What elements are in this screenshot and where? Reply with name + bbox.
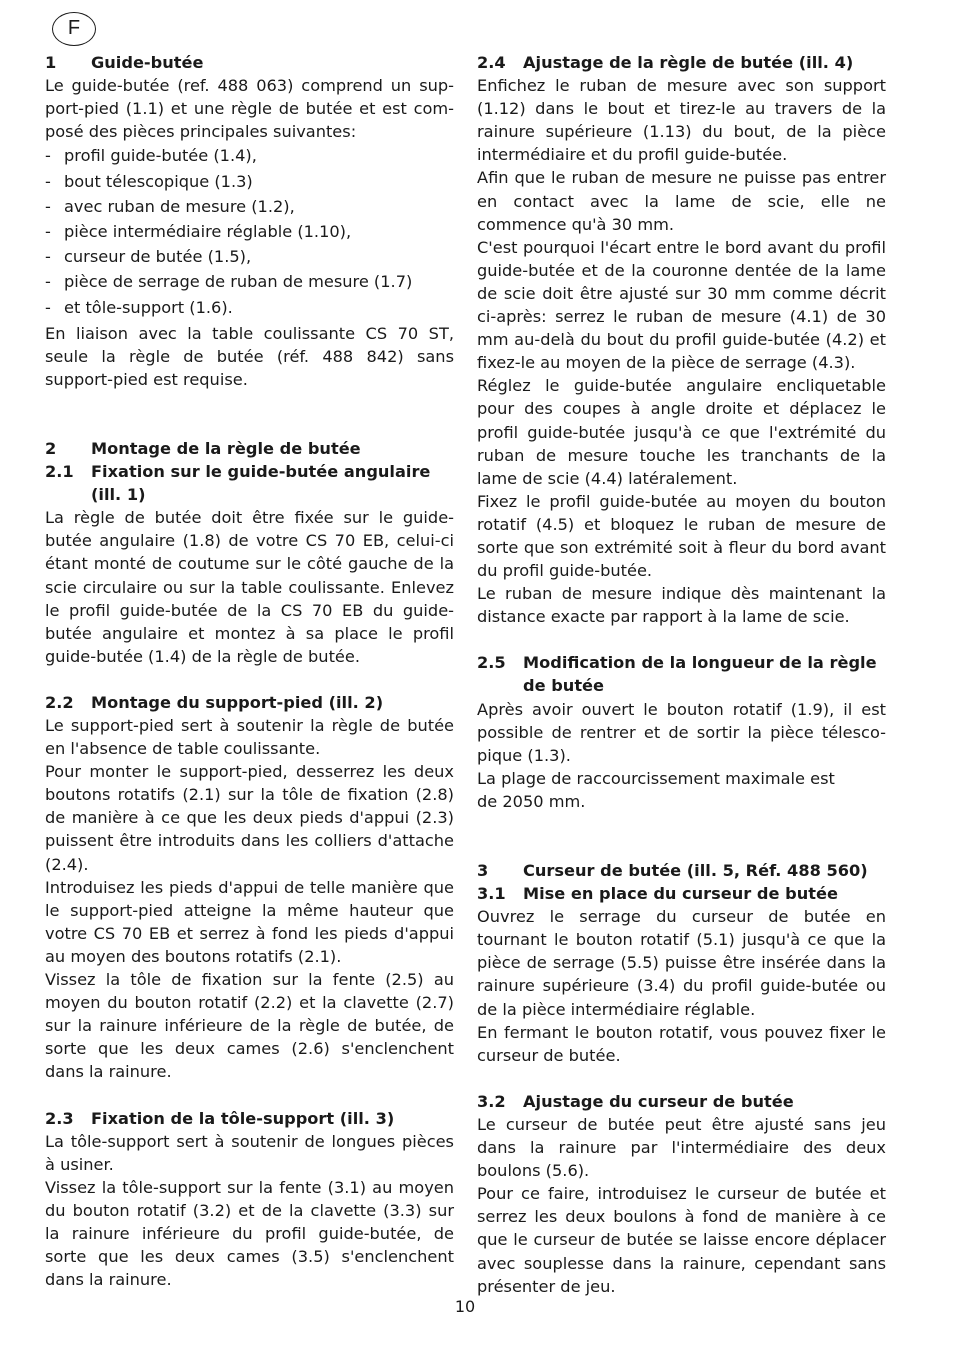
list-item: - et tôle-support (1.6).: [45, 297, 233, 317]
section-number: 1: [45, 53, 57, 72]
paragraph: Ouvrez le serrage du curseur de butée en tournant le bouton rotatif (5.1) jusqu'à ce que la pièce de serrage (5.5) puisse être insérée dans la rainure supérieure (3.4) du profil guide-butée ou de la pièce intermédiaire réglable.: [477, 907, 886, 1019]
paragraph: En liaison avec la table coulissante CS 70 ST, seule la règle de butée (réf. 488 842) sans support-pied est requise.: [45, 323, 454, 389]
paragraph: Le guide-butée (ref. 488 063) comprend un sup-port-pied (1.1) et une règle de butée et est com-posé des pièces principales suivantes:: [45, 76, 454, 142]
paragraph: Pour monter le support-pied, desserrez les deux boutons rotatifs (2.1) sur la tôle de fixation (2.8) de manière à ce que les deux pieds d'appui (2.3) puissent être introduits dans les colliers d'attache (2.4).: [45, 762, 454, 874]
section-heading-2: 2 Montage de la règle de butée: [45, 438, 361, 458]
paragraph: Vissez la tôle de fixation sur la fente (2.5) au moyen du bouton rotatif (2.2) et la clavette (2.7) sur la rainure inférieure de la règle de butée, de sorte que les deux cames (2.6) s'enclenchent dans la rainure.: [45, 970, 454, 1082]
paragraph: C'est pourquoi l'écart entre le bord avant du profil guide-butée et de la couronne dentée de la lame de scie doit être ajusté sur 30 mm comme décrit ci-après: serrez le ruban de mesure (4.1) de 30 mm au-delà du bout du profil guide-butée (4.2) et fixez-le au moyen de la pièce de serrage (4.3).: [477, 237, 886, 373]
list-item: - bout télescopique (1.3): [45, 171, 253, 191]
list-item: - pièce de serrage de ruban de mesure (1.7): [45, 272, 413, 292]
list-item: - profil guide-butée (1.4),: [45, 146, 257, 166]
page-number: 10: [454, 1297, 476, 1316]
paragraph: Vissez la tôle-support sur la fente (3.1) au moyen du bouton rotatif (3.2) et de la clavette (3.3) sur la rainure inférieure du profil guide-butée, de sorte que les deux cames (3.5) s'enclenchent dans la rainure.: [45, 1177, 454, 1290]
section-heading-1: [45, 51, 454, 74]
paragraph: de 2050 mm.: [477, 791, 586, 811]
paragraph: Le support-pied sert à soutenir la règle de butée en l'absence de table coulissante.: [45, 716, 454, 759]
section-heading-2-3: 2.3 Fixation de la tôle-support (ill. 3): [45, 1108, 395, 1128]
section-title: Guide-butée: [91, 53, 204, 72]
paragraph: Après avoir ouvert le bouton rotatif (1.9), il est possible de rentrer et de sortir la pièce télesco-pique (1.3).: [477, 699, 886, 765]
paragraph: En fermant le bouton rotatif, vous pouvez fixer le curseur de butée.: [477, 1022, 886, 1065]
list-item: - pièce intermédiaire réglable (1.10),: [45, 221, 352, 241]
paragraph: Pour ce faire, introduisez le curseur de butée et serrez les deux boulons à fond de manière à ce que le curseur de butée se laisse encore déplacer avec souplesse dans la rainure, cependant sans présenter de jeu.: [477, 1184, 886, 1296]
section-heading-3-1: 3.1 Mise en place du curseur de butée: [477, 884, 838, 904]
paragraph: La tôle-support sert à soutenir de longues pièces à usiner.: [45, 1131, 454, 1174]
paragraph: Le curseur de butée peut être ajusté sans jeu dans la rainure par l'intermédiaire des deux boulons (5.6).: [477, 1114, 886, 1181]
section-heading-2-1: 2.1 Fixation sur le guide-butée angulaire (ill. 1): [45, 462, 431, 505]
section-heading-2-5: 2.5 Modification de la longueur de la règle de butée: [477, 653, 877, 696]
right-column: [477, 51, 886, 1298]
list-item: - curseur de butée (1.5),: [45, 247, 252, 267]
paragraph: Introduisez les pieds d'appui de telle manière que le support-pied atteigne la même hauteur que votre CS 70 EB et serrez à fond les pieds d'appui au moyen des boutons rotatifs (2.1).: [45, 877, 454, 966]
section-heading-3: 3 Curseur de butée (ill. 5, Réf. 488 560): [477, 861, 868, 880]
paragraph: Enfichez le ruban de mesure avec son support (1.12) dans le bout et tirez-le au travers de la rainure supérieure (1.13) du bout, de la pièce intermédiaire et du profil guide-butée.: [477, 76, 886, 165]
language-badge: F: [52, 12, 96, 46]
list-item: - avec ruban de mesure (1.2),: [45, 196, 295, 216]
paragraph: Réglez le guide-butée angulaire encliquetable pour des coupes à angle droite et déplacez le profil guide-butée jusqu'à ce que l'extrémité du ruban de mesure touche les tranchants de la lame de scie (4.4) latéralement.: [477, 376, 886, 488]
left-column: [45, 51, 454, 1291]
paragraph: Le ruban de mesure indique dès maintenant la distance exacte par rapport à la lame de scie.: [477, 584, 886, 627]
section-heading-2-2: 2.2 Montage du support-pied (ill. 2): [45, 692, 384, 712]
paragraph: Fixez le profil guide-butée au moyen du bouton rotatif (4.5) et bloquez le ruban de mesure de sorte que son extrémité soit à fleur du bord avant du profil guide-butée.: [477, 491, 886, 581]
paragraph: La règle de butée doit être fixée sur le guide-butée angulaire (1.8) de votre CS 70 EB, celui-ci étant monté de coutume sur le côté gauche de la scie circulaire ou sur la table coulissante. Enlevez le profil guide-butée de la CS 70 EB du guide-butée angulaire et montez à sa place le profil guide-butée (1.4) de la règle de butée.: [45, 508, 454, 666]
section-heading-2-4: 2.4 Ajustage de la règle de butée (ill. 4): [477, 53, 854, 72]
paragraph: La plage de raccourcissement maximale est: [477, 768, 835, 788]
section-heading-3-2: 3.2 Ajustage du curseur de butée: [477, 1091, 794, 1111]
parts-list: [45, 143, 454, 319]
paragraph: Afin que le ruban de mesure ne puisse pas entrer en contact avec la lame de scie, elle ne commence qu'à 30 mm.: [477, 168, 886, 234]
